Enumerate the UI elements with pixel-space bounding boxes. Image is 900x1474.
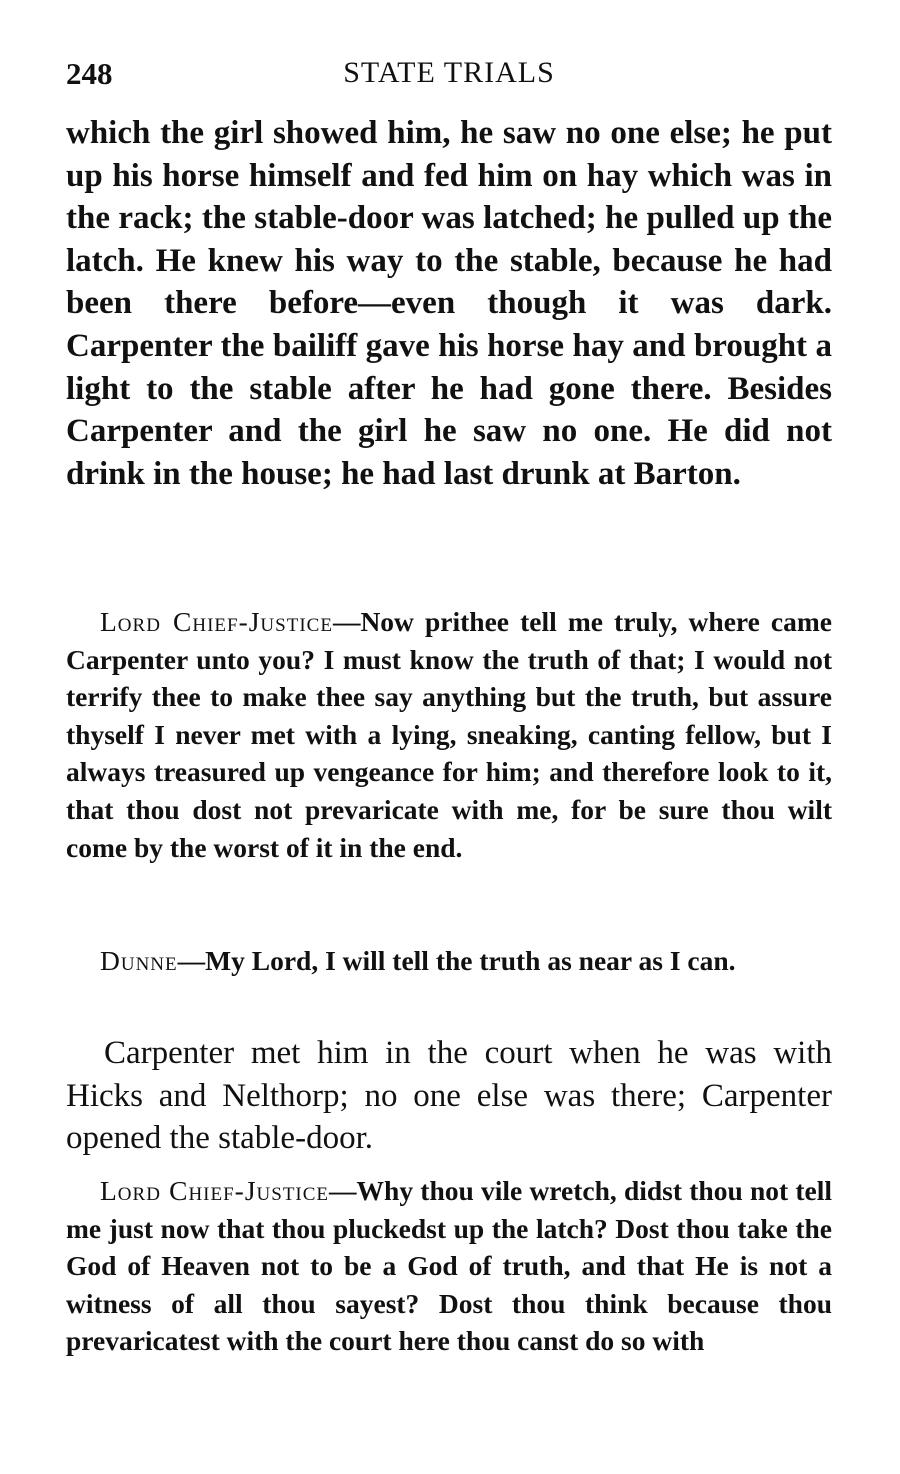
- testimony-paragraph: [66, 1172, 832, 1360]
- paragraph-text: Carpenter met him in the court when he was with Hicks and Nelthorp; no one else was there; Carpenter opened the stable-door.: [66, 1035, 832, 1157]
- narrative-paragraph: [66, 112, 832, 495]
- paragraph-text: which the girl showed him, he saw no one else; he put up his horse himself and fed him on hay which was in the rack; the stable-door was latched; he pulled up the latch. He knew his way to the stable, because he had been there before—even though it was dark. Carpenter the bailiff gave his horse hay and brought a light to the stable after he had gone there. Besides Carpenter and the girl he saw no one. He did not drink in the house; he had last drunk at Barton.: [66, 115, 832, 492]
- testimony-paragraph: [66, 603, 832, 866]
- running-head: STATE TRIALS: [343, 56, 555, 89]
- speech-text: —Why thou vile wretch, didst thou not tell me just now that thou pluckedst up the latch? Dost thou take the God of Heaven not to be a God of truth, and that He is not a witness of all thou sayest? Dost thou think because thou prevaricatest with the court here thou canst do so with: [66, 1175, 832, 1357]
- narrative-paragraph: [66, 1032, 832, 1160]
- page-header: [66, 50, 832, 100]
- page-number: 248: [66, 56, 113, 91]
- speech-text: —Now prithee tell me truly, where came Carpenter unto you? I must know the truth of that; I would not terrify thee to make thee say anything but the truth, but assure thyself I never met with a lying, sneaking, canting fellow, but I always treasured up vengeance for him; and therefore look to it, that thou dost not prevaricate with me, for be sure thou wilt come by the worst of it in the end.: [66, 606, 832, 863]
- speech-text: —My Lord, I will tell the truth as near as I can.: [177, 945, 736, 976]
- speaker-name: Dunne: [100, 945, 178, 976]
- speaker-name: Lord Chief-Justice: [100, 606, 333, 637]
- speaker-name: Lord Chief-Justice: [100, 1175, 330, 1206]
- testimony-paragraph: [66, 942, 832, 980]
